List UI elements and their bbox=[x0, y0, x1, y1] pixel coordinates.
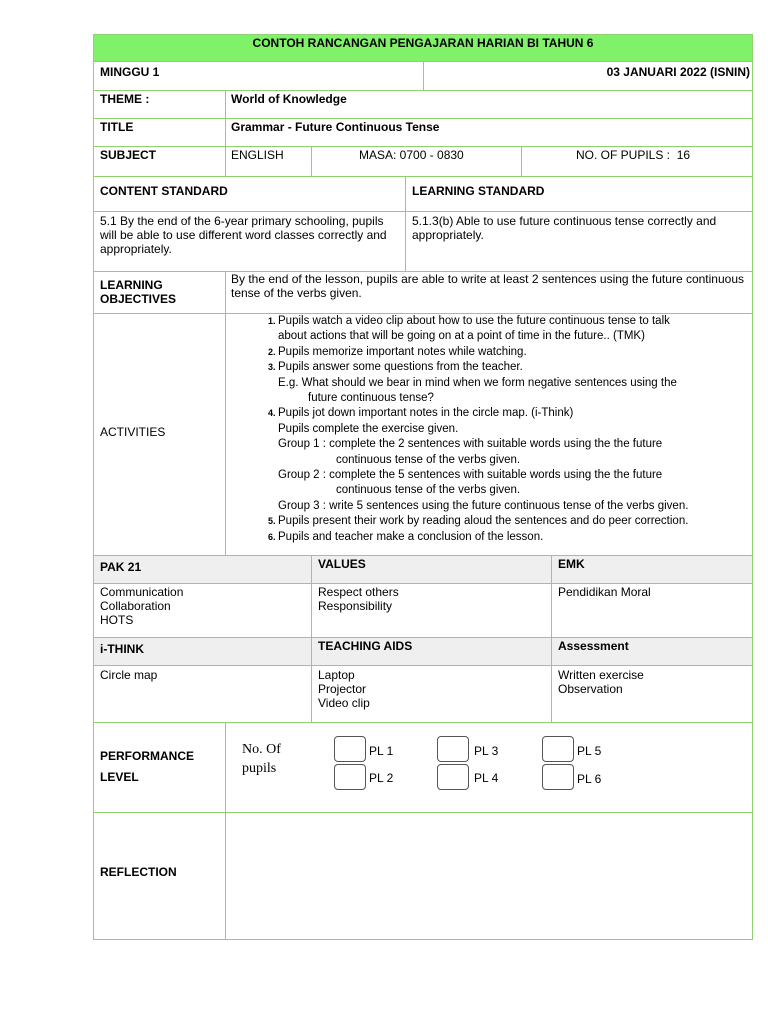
pl5-label: PL 5 bbox=[577, 744, 602, 758]
pupils-count: NO. OF PUPILS : 16 bbox=[576, 148, 691, 162]
minggu-label: MINGGU 1 bbox=[100, 65, 160, 79]
subject-label: SUBJECT bbox=[100, 148, 157, 162]
objectives-text: By the end of the lesson, pupils are able to write at least 2 sentences using the future continuous tense of the verbs given. bbox=[231, 272, 744, 300]
objectives-label-line1: LEARNING bbox=[100, 278, 163, 292]
values-item: Respect others bbox=[318, 585, 399, 599]
pl6-label: PL 6 bbox=[577, 772, 602, 786]
standards-header-row bbox=[93, 176, 753, 212]
pak21-list bbox=[100, 585, 183, 627]
activity-text: Group 3 : write 5 sentences using the future continuous tense of the verbs given. bbox=[278, 499, 689, 512]
learning-standard-text: 5.1.3(b) Able to use future continuous tense correctly and appropriately. bbox=[412, 214, 717, 242]
pupils-label-line1: No. Of bbox=[242, 742, 281, 757]
activity-text: Pupils complete the exercise given. bbox=[278, 422, 459, 435]
theme-value: World of Knowledge bbox=[231, 92, 347, 106]
pl3-checkbox[interactable] bbox=[437, 736, 469, 762]
activity-text: about actions that will be going on at a point of time in the future.. (TMK) bbox=[278, 330, 645, 343]
page-title: CONTOH RANCANGAN PENGAJARAN HARIAN BI TAHUN 6 bbox=[252, 36, 594, 50]
teaching-aid-item: Video clip bbox=[318, 696, 370, 710]
pl1-label: PL 1 bbox=[369, 744, 394, 758]
pupils-label-line2: pupils bbox=[242, 761, 277, 776]
pupils-count-label bbox=[242, 740, 281, 778]
activity-text: future continuous tense? bbox=[308, 392, 434, 405]
row-divider bbox=[225, 147, 226, 176]
row-divider bbox=[311, 666, 312, 722]
pak21-item: HOTS bbox=[100, 613, 134, 627]
activity-item bbox=[278, 345, 753, 360]
row-divider bbox=[225, 813, 226, 939]
title-row bbox=[93, 118, 753, 147]
pl6-checkbox[interactable] bbox=[542, 764, 574, 790]
assessment-label: Assessment bbox=[558, 639, 629, 653]
activity-text: 5. Pupils present their work by reading aloud the sentences and do peer correction. bbox=[278, 515, 689, 528]
performance-row bbox=[93, 722, 753, 813]
pak21-item: Collaboration bbox=[100, 599, 171, 613]
row-divider bbox=[311, 638, 312, 665]
activities-label: ACTIVITIES bbox=[100, 425, 166, 439]
subject-value: ENGLISH bbox=[231, 148, 284, 162]
content-standard-text: 5.1 By the end of the 6-year primary schooling, pupils will be able to use different word classes correctly and appropriately. bbox=[100, 214, 387, 256]
title-bar bbox=[93, 34, 753, 62]
activity-text: 6. Pupils and teacher make a conclusion of the lesson. bbox=[278, 530, 544, 543]
pl3-label: PL 3 bbox=[474, 744, 499, 758]
reflection-label: REFLECTION bbox=[100, 865, 177, 879]
values-item: Responsibility bbox=[318, 599, 393, 613]
performance-label-line2: LEVEL bbox=[100, 770, 139, 784]
row-divider bbox=[551, 556, 552, 583]
ithink-header-row bbox=[93, 637, 753, 666]
lesson-date: 03 JANUARI 2022 (ISNIN) bbox=[606, 65, 750, 79]
activity-text: continuous tense of the verbs given. bbox=[336, 453, 521, 466]
ithink-label: i-THINK bbox=[100, 642, 144, 656]
row-divider bbox=[551, 584, 552, 637]
teaching-aids-label: TEACHING AIDS bbox=[318, 639, 413, 653]
pl4-label: PL 4 bbox=[474, 771, 499, 785]
activity-item bbox=[278, 314, 753, 345]
standards-text-row bbox=[93, 211, 753, 272]
pl5-checkbox[interactable] bbox=[542, 736, 574, 762]
objectives-row bbox=[93, 271, 753, 314]
row-divider bbox=[405, 177, 406, 211]
pl2-checkbox[interactable] bbox=[334, 764, 366, 790]
activity-item bbox=[278, 514, 753, 529]
row-divider bbox=[551, 666, 552, 722]
teaching-aids-list bbox=[318, 668, 370, 710]
activity-text: Group 2 : complete the 5 sentences with suitable words using the the future bbox=[278, 469, 663, 482]
values-list bbox=[318, 585, 399, 613]
row-divider bbox=[225, 119, 226, 146]
activity-text: continuous tense of the verbs given. bbox=[336, 484, 521, 497]
pak21-label: PAK 21 bbox=[100, 560, 142, 574]
performance-label-line1: PERFORMANCE bbox=[100, 749, 195, 763]
row-divider bbox=[225, 723, 226, 812]
activities-row bbox=[93, 313, 753, 556]
objectives-label bbox=[100, 278, 176, 306]
pl4-checkbox[interactable] bbox=[437, 764, 469, 790]
reflection-text-area[interactable] bbox=[231, 817, 747, 935]
emk-list bbox=[558, 585, 651, 599]
title-value: Grammar - Future Continuous Tense bbox=[231, 120, 440, 134]
assessment-item: Written exercise bbox=[558, 668, 644, 682]
row-divider bbox=[423, 62, 424, 90]
activity-text: 2. Pupils memorize important notes while watching. bbox=[278, 345, 527, 358]
theme-label: THEME : bbox=[100, 92, 150, 106]
activity-item bbox=[278, 530, 753, 545]
performance-label bbox=[100, 746, 194, 788]
activity-item bbox=[278, 360, 753, 406]
assessment-item: Observation bbox=[558, 682, 623, 696]
ithink-content-row bbox=[93, 665, 753, 723]
minggu-row bbox=[93, 61, 753, 91]
row-divider bbox=[521, 147, 522, 176]
activity-text: 3. Pupils answer some questions from the teacher. bbox=[278, 361, 523, 374]
activity-text: E.g. What should we bear in mind when we form negative sentences using the bbox=[278, 376, 677, 389]
activity-text: 4. Pupils jot down important notes in the circle map. (i-Think) bbox=[278, 407, 574, 420]
objectives-label-line2: OBJECTIVES bbox=[100, 292, 177, 306]
teaching-aid-item: Laptop bbox=[318, 668, 355, 682]
row-divider bbox=[225, 272, 226, 313]
row-divider bbox=[311, 556, 312, 583]
emk-item: Pendidikan Moral bbox=[558, 585, 651, 599]
ithink-item: Circle map bbox=[100, 668, 158, 682]
activity-item bbox=[278, 406, 753, 514]
activities-list-container bbox=[225, 314, 753, 545]
reflection-row bbox=[93, 812, 753, 940]
pak21-item: Communication bbox=[100, 585, 184, 599]
ithink-list bbox=[100, 668, 157, 682]
content-standard-label: CONTENT STANDARD bbox=[100, 184, 228, 198]
learning-standard-label: LEARNING STANDARD bbox=[412, 184, 545, 198]
pl1-checkbox[interactable] bbox=[334, 736, 366, 762]
row-divider bbox=[311, 584, 312, 637]
values-label: VALUES bbox=[318, 557, 366, 571]
activities-list bbox=[225, 314, 753, 545]
row-divider bbox=[551, 638, 552, 665]
masa-value: MASA: 0700 - 0830 bbox=[359, 148, 464, 162]
activity-text: 1. Pupils watch a video clip about how to use the future continuous tense to talk bbox=[278, 315, 670, 327]
subject-row bbox=[93, 146, 753, 177]
row-divider bbox=[405, 212, 406, 271]
teaching-aid-item: Projector bbox=[318, 682, 367, 696]
title-label: TITLE bbox=[100, 120, 134, 134]
pl2-label: PL 2 bbox=[369, 771, 394, 785]
row-divider bbox=[225, 91, 226, 118]
theme-row bbox=[93, 90, 753, 119]
emk-label: EMK bbox=[558, 557, 585, 571]
pak-header-row bbox=[93, 555, 753, 584]
assessment-list bbox=[558, 668, 644, 696]
pak-content-row bbox=[93, 583, 753, 638]
row-divider bbox=[311, 147, 312, 176]
activity-text: Group 1 : complete the 2 sentences with suitable words using the the future bbox=[278, 438, 663, 451]
